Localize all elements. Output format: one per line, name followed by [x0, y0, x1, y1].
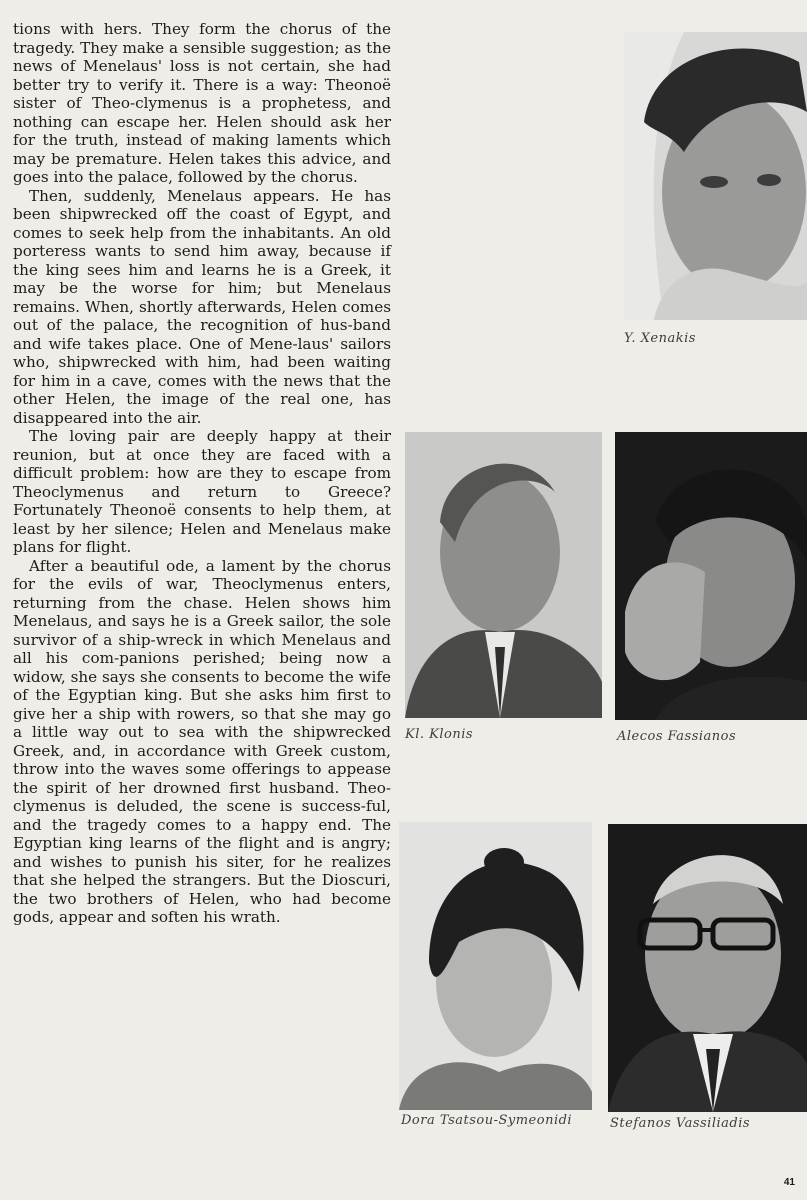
paragraph-1: tions with hers. They form the chorus of the tragedy. They make a sensible suggestion; as the news of Menelaus' loss is not certain, she had better try to verify it. There is a way: Theonoë sister of Theo-clymenus is a prophetess, and nothing can escape her. Helen should ask her for the truth, instead of making laments which may be premature. Helen takes this advice, and goes into the palace, followed by the chorus.: [13, 20, 391, 186]
photo-vassiliadis: [608, 824, 807, 1112]
photo-tsatsou: [399, 822, 592, 1110]
paragraph-2: Then, suddenly, Menelaus appears. He has been shipwrecked off the coast of Egypt, and comes to seek help from the inhabitants. An old porteress wants to send him away, because if the king sees him and learns he is a Greek, it may be the worse for him; but Menelaus remains. When, shortly afterwards, Helen comes out of the palace, the recognition of hus-band and wife takes place. One of Mene-laus' sailors who, shipwrecked with him, had been waiting for him in a cave, comes with the news that the other Helen, the image of the real one, has disappeared into the air.: [13, 186, 391, 427]
caption-tsatsou: Dora Tsatsou-Symeonidi: [401, 1113, 573, 1128]
paragraph-4: After a beautiful ode, a lament by the chorus for the evils of war, Theoclymenus enters, returning from the chase. Helen shows him Menelaus, and says he is a Greek sailor, the sole survivor of a ship-wreck in which Menelaus and all his com-panions perished; being now a widow, she says she consents to become the wife of the Egyptian king. But she asks him first to give her a ship with rowers, so that she may go a little way out to sea with the shipwrecked Greek, and, in accordance with Greek custom, throw into the waves some offerings to appease the spirit of her drowned first husband. Theo-clymenus is deluded, the scene is success-ful, and the tragedy comes to a happy end. The Egyptian king learns of the flight and is angry; and wishes to punish his siter, for he realizes that she helped the strangers. But the Dioscuri, the two brothers of Helen, who had become gods, appear and soften his wrath.: [13, 556, 391, 926]
caption-fassianos: Alecos Fassianos: [617, 729, 737, 744]
photo-klonis: [405, 432, 602, 718]
photo-fassianos: [615, 432, 807, 720]
caption-xenakis: Y. Xenakis: [624, 331, 696, 346]
photo-xenakis: [624, 32, 807, 320]
page-number: 41: [783, 1177, 795, 1188]
paragraph-3: The loving pair are deeply happy at their reunion, but at once they are faced with a difficult problem: how are they to escape from Theoclymenus and return to Greece? Fortunately Theonoë consents to help them, at least by her silence; Helen and Menelaus make plans for flight.: [13, 427, 391, 556]
caption-klonis: Kl. Klonis: [405, 727, 474, 742]
article-text: [13, 20, 391, 927]
caption-vassiliadis: Stefanos Vassiliadis: [610, 1116, 751, 1131]
